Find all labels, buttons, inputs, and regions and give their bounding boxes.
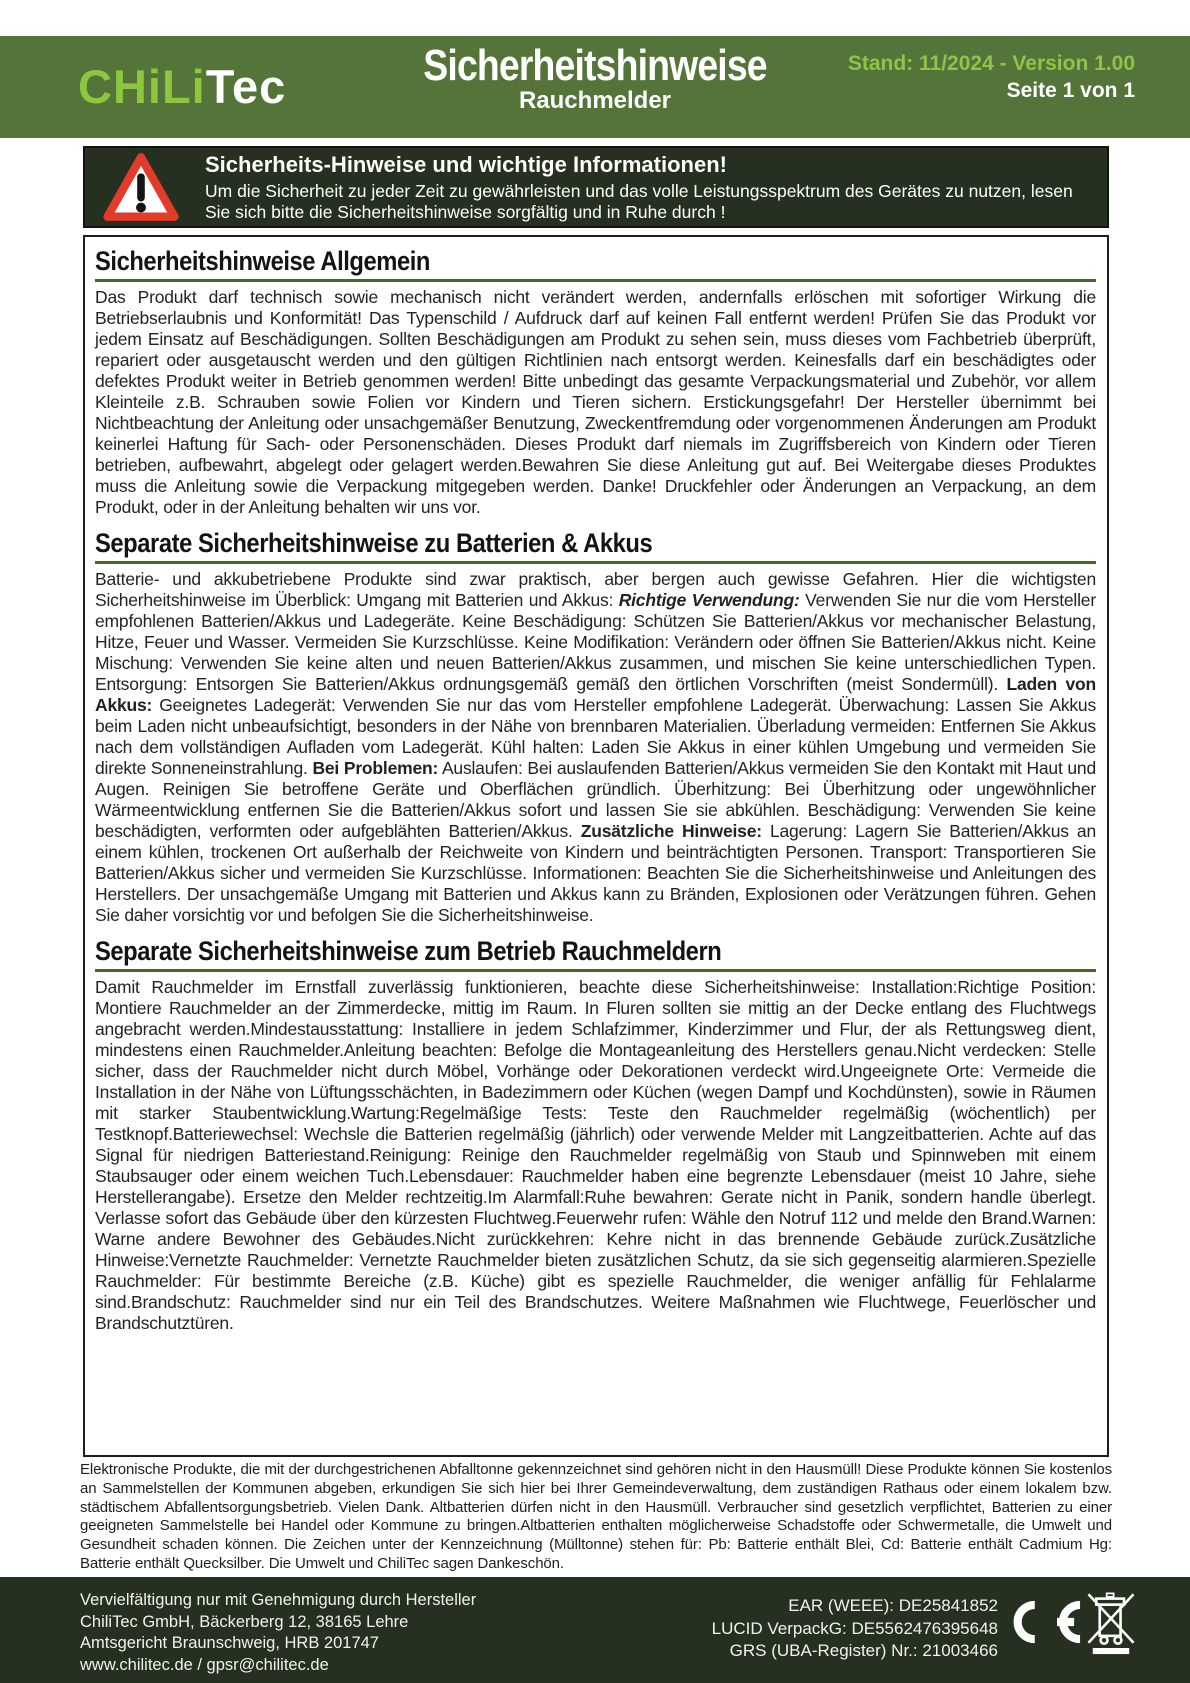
footer-line-company: ChiliTec GmbH, Bäckerberg 12, 38165 Lehre xyxy=(80,1612,409,1631)
footer-company-info xyxy=(80,1590,476,1676)
warning-banner xyxy=(83,146,1109,228)
version-info: Stand: 11/2024 - Version 1.00 xyxy=(847,52,1135,75)
section-body: Damit Rauchmelder im Ernstfall zuverlässig funktionieren, beachte diese Sicherheitshinweise: Installation:Richtige Position: Montiere Rauchmelder an der Zimmerdecke, mittig im Raum. In Fluren sollten sie mittig an der Decke entlang des Fluchtwegs angebracht werden.Mindestausstattung: Installiere in jedem Schlafzimmer, Kinderzimmer und Flur, der als Rettungsweg dient, mindestens einen Rauchmelder.Anleitung beachten: Befolge die Montageanleitung des Herstellers genau.Nicht verdecken: Stelle sicher, dass der Rauchmelder nicht durch Möbel, Vorhänge oder Dekorationen verdeckt wird.Ungeeignete Orte: Vermeide die Installation in der Nähe von Lüftungsschächten, in Badezimmern oder Küchen (wegen Dampf und Kochdünsten), sowie in Räumen mit starker Staubentwicklung.Wartung:Regelmäßige Tests: Teste den Rauchmelder regelmäßig (wöchentlich) per Testknopf.Batteriewechsel: Wechsle die Batterien regelmäßig (jährlich) oder verwende Melder mit Langzeitbatterien. Achte auf das Signal für niedrigen Batteriestand.Reinigung: Reinige den Rauchmelder regelmäßig von Staub und Spinnweben mit einem Staubsauger oder einem weichen Tuch.Lebensdauer: Rauchmelder haben eine begrenzte Lebensdauer (meist 10 Jahre, siehe Herstellerangabe). Ersetze den Melder rechtzeitig.Im Alarmfall:Ruhe bewahren: Gerate nicht in Panik, sondern handle überlegt. Verlasse sofort das Gebäude über den kürzesten Fluchtweg.Feuerwehr rufen: Wähle den Notruf 112 und melde den Brand.Warnen: Warne andere Bewohner des Gebäudes.Nicht zurückkehren: Kehre nicht in das brennende Gebäude zurück.Zusätzliche Hinweise:Vernetzte Rauchmelder: Vernetzte Rauchmelder bieten zusätzlichen Schutz, da sie sich gegenseitig alarmieren.Spezielle Rauchmelder: Für bestimmte Bereiche (z.B. Küche) gibt es spezielle Rauchmelder, die weniger anfällig für Fehlalarme sind.Brandschutz: Rauchmelder sind nur ein Teil des Brandschutzes. Weitere Maßnahmen wie Fluchtwege, Feuerlöscher und Brandschutztüren. xyxy=(95,977,1096,1333)
footer-lucid: LUCID VerpackG: DE5562476395648 xyxy=(711,1618,998,1638)
disposal-note: Elektronische Produkte, die mit der durchgestrichenen Abfalltonne gekennzeichnet sind gehören nicht in den Hausmüll! Diese Produkte können Sie kostenlos an Sammelstellen der Kommunen abgeben, erkundigen Sie sich hier bei Ihrer Gemeindeverwaltung, dem zuständigen Rathaus oder einem lokalem bzw. städtischem Abfallentsorgungsbetrieb. Vielen Dank. Altbatterien dürfen nicht in den Hausmüll. Verbraucher sind gesetzlich verpflichtet, Batterien zu einer geeigneten Sammelstelle bei Handel oder Kommune zu bringen.Altbatterien enthalten möglicherweise Schadstoffe oder Schwermetalle, die Umwelt und Gesundheit schaden können. Die Zeichen unter der Kennzeichnung (Mülltonne) stehen für: Pb: Batterie enthält Blei, Cd: Batterie enthält Cadmium Hg: Batterie enthält Quecksilber. Die Umwelt und ChiliTec sagen Dankeschön. xyxy=(80,1461,1112,1572)
section-rule xyxy=(95,279,1096,282)
header-bar xyxy=(0,36,1190,138)
section-rule xyxy=(95,561,1096,564)
section-body: Batterie- und akkubetriebene Produkte sind zwar praktisch, aber bergen auch gewisse Gefahren. Hier die wichtigsten Sicherheitshinweise im Überblick: Umgang mit Batterien und Akkus: Richtige Verwendung: Verwenden Sie nur die vom Hersteller empfohlenen Batterien/Akkus und Ladegeräte. Keine Beschädigung: Schützen Sie Batterien/Akkus vor mechanischer Belastung, Hitze, Feuer und Wasser. Vermeiden Sie Kurzschlüsse. Keine Modifikation: Verändern oder öffnen Sie Batterien/Akkus nicht. Keine Mischung: Verwenden Sie keine alten und neuen Batterien/Akkus zusammen, und mischen Sie keine unterschiedlichen Typen. Entsorgung: Entsorgen Sie Batterien/Akkus ordnungsgemäß gemäß den örtlichen Vorschriften (meist Sondermüll). Laden von Akkus: Geeignetes Ladegerät: Verwenden Sie nur das vom Hersteller empfohlene Ladegerät. Überwachung: Lassen Sie Akkus beim Laden nicht unbeaufsichtigt, besonders in der Nähe von brennbaren Materialien. Überladung vermeiden: Entfernen Sie Akkus nach dem vollständigen Aufladen vom Ladegerät. Kühl halten: Laden Sie Akkus in einer kühlen Umgebung und vermeiden Sie direkte Sonneneinstrahlung. Bei Problemen: Auslaufen: Bei auslaufenden Batterien/Akkus vermeiden Sie den Kontakt mit Haut und Augen. Reinigen Sie betroffene Geräte und Oberflächen gründlich. Überhitzung: Bei Überhitzung oder ungewöhnlicher Wärmeentwicklung entfernen Sie die Batterien/Akkus sofort und lassen Sie sie abkühlen. Beschädigung: Verwenden Sie keine beschädigten, verformten oder aufgeblähten Batterien/Akkus. Zusätzliche Hinweise: Lagerung: Lagern Sie Batterien/Akkus an einem kühlen, trockenen Ort außerhalb der Reichweite von Kindern und beinträchtigten Personen. Transport: Transportieren Sie Batterien/Akkus sicher und vermeiden Sie Kurzschlüsse. Informationen: Beachten Sie die Sicherheitshinweise und Anleitungen des Herstellers. Der unsachgemäße Umgang mit Batterien und Akkus kann zu Bränden, Explosionen oder Verätzungen führen. Gehen Sie daher vorsichtig vor und befolgen Sie die Sicherheitshinweise. xyxy=(95,569,1096,925)
logo-tec-text: Tec xyxy=(205,60,287,113)
ce-mark-icon xyxy=(1008,1596,1086,1648)
section-heading: Separate Sicherheitshinweise zum Betrieb Rauchmeldern xyxy=(95,936,722,966)
footer-line-contact: www.chilitec.de / gpsr@chilitec.de xyxy=(80,1655,329,1674)
page-subtitle: Rauchmelder xyxy=(518,87,672,114)
header-meta xyxy=(848,50,1135,104)
weee-bin-icon xyxy=(1085,1589,1137,1655)
logo-chili-text: CHiLi xyxy=(78,60,206,113)
warning-triangle-icon xyxy=(103,152,179,222)
footer-line-register: Amtsgericht Braunschweig, HRB 201747 xyxy=(80,1634,379,1652)
section-batterien-akkus xyxy=(95,527,1096,926)
warning-text xyxy=(205,152,1093,223)
section-heading: Separate Sicherheitshinweise zu Batterien & Akkus xyxy=(95,528,653,558)
footer-registration-numbers xyxy=(712,1595,998,1663)
warning-heading: Sicherheits-Hinweise und wichtige Informationen! xyxy=(205,151,727,177)
footer-bar xyxy=(0,1577,1190,1683)
section-rule xyxy=(95,969,1096,972)
warning-body: Um die Sicherheit zu jeder Zeit zu gewährleisten und das volle Leistungsspektrum des Gerätes zu nutzen, lesen Sie sich bitte die Sicherheitshinweise sorgfältig und in Ruhe durch ! xyxy=(205,180,1073,222)
section-body: Das Produkt darf technisch sowie mechanisch nicht verändert werden, andernfalls erlöschen mit sofortiger Wirkung die Betriebserlaubnis und Konformität! Das Typenschild / Aufdruck darf auf keinen Fall entfernt werden! Prüfen Sie das Produkt vor jedem Einsatz auf Beschädigungen. Sollten Beschädigungen am Produkt zu sehen sein, muss dieses vom Fachbetrieb überprüft, repariert oder ausgetauscht werden und den gültigen Richtlinien nach entsorgt werden. Keinesfalls darf ein beschädigtes oder defektes Produkt weiter in Betrieb genommen werden! Bitte unbedingt das gesamte Verpackungsmaterial und Zubehör, vor allem Kleinteile z.B. Schrauben sowie Folien vor Kindern und Tieren sichern. Erstickungsgefahr! Der Hersteller übernimmt bei Nichtbeachtung der Anleitung oder unsachgemäßer Benutzung, Zweckentfremdung oder vorgenommenen Änderungen am Produkt keinerlei Haftung für Sach- oder Personenschäden. Dieses Produkt darf niemals im Zugriffsbereich von Kindern oder Tieren betrieben, aufbewahrt, abgelegt oder gelagert werden.Bewahren Sie diese Anleitung gut auf. Bei Weitergabe dieses Produktes muss die Anleitung sowie die Verpackung mitgegeben werden. Danke! Druckfehler oder Änderungen an Verpackung, an dem Produkt, oder in der Anleitung behalten wir uns vor. xyxy=(95,287,1096,517)
content-box xyxy=(83,235,1109,1457)
page-number: Seite 1 von 1 xyxy=(1006,79,1135,102)
footer-ear-weee: EAR (WEEE): DE25841852 xyxy=(788,1596,998,1615)
section-betrieb-rauchmelder xyxy=(95,935,1096,1334)
section-allgemein xyxy=(95,245,1096,518)
page-title: Sicherheitshinweise xyxy=(423,41,767,90)
footer-grs: GRS (UBA-Register) Nr.: 21003466 xyxy=(729,1641,998,1660)
section-heading: Sicherheitshinweise Allgemein xyxy=(95,246,430,276)
footer-line-copyright: Vervielfältigung nur mit Genehmigung durch Hersteller xyxy=(80,1591,477,1609)
